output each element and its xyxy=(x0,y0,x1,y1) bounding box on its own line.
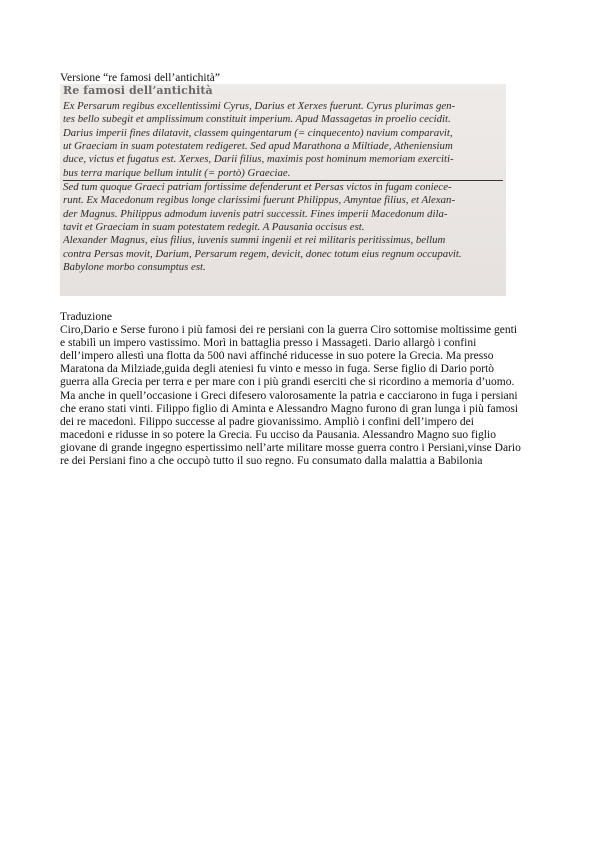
scanned-latin-text-image xyxy=(60,84,506,296)
translation-line: giovane di grande ingegno espertissimo nell’arte militare mosse guerra contro i Persiani,vinse Dario xyxy=(60,441,521,454)
scan-line: Sed tum quoque Graeci patriam fortissime defenderunt et Persas victos in fugam coniece- xyxy=(63,181,452,194)
scan-line: tes bello subegit et amplissimum constituit imperium. Apud Massagetas in proelio cecidit. xyxy=(63,113,451,126)
translation-line: guerra alla Grecia per terra e per mare con i più grandi eserciti che si ricordino a memoria d’uomo. xyxy=(60,376,515,389)
translation-line: Ciro,Dario e Serse furono i più famosi dei re persiani con la guerra Ciro sottomise moltissime genti xyxy=(60,324,518,337)
translation-line: e stabilì un impero vastissimo. Morì in battaglia presso i Massageti. Dario allargò i confini xyxy=(60,337,477,350)
scan-line: ut Graeciam in suam potestatem redigeret. Sed apud Marathona a Miltiade, Atheniensium xyxy=(63,140,453,153)
translation-line: Maratona da Milziade,guida degli ateniesi fu vinto e messo in fuga. Serse figlio di Dario portò xyxy=(60,363,495,376)
translation-line: Ma anche in quell’occasione i Greci difesero valorosamente la patria e cacciarono in fuga i persiani xyxy=(60,389,518,402)
translation-line: macedoni e ridusse in so potere la Grecia. Fu ucciso da Pausania. Alessandro Magno suo figlio xyxy=(60,428,496,441)
scan-line: Babylone morbo consumptus est. xyxy=(63,261,206,274)
document-heading: Versione “re famosi dell’antichità” xyxy=(60,72,220,84)
scan-line: contra Persas movit, Darium, Persarum regem, devicit, donec totum eius regnum occupavit. xyxy=(63,247,462,260)
scan-line: Darius imperii fines dilatavit, classem quingentarum (= cinquecento) navium comparavit, xyxy=(63,126,453,139)
scan-title: Re famosi dell’antichità xyxy=(63,84,213,97)
translation-title: Traduzione xyxy=(60,311,112,323)
scan-line: der Magnus. Philippus admodum iuvenis patri successit. Fines imperii Macedonum dila- xyxy=(63,207,448,220)
translation-line: dei re macedoni. Filippo successe al padre giovanissimo. Ampliò i confini dell’impero dei xyxy=(60,415,474,428)
translation-line: che erano stati vinti. Filippo figlio di Aminta e Alessandro Magno furono di gran lunga i più famosi xyxy=(60,402,519,415)
translation-line: re dei Persiani fino a che occupò tutto il suo regno. Fu consumato dalla malattia a Babilonia xyxy=(60,455,483,468)
scan-line: tavit et Graeciam in suam potestatem redegit. A Pausania occisus est. xyxy=(63,221,365,234)
scan-text-block xyxy=(63,100,503,274)
scan-line: Alexander Magnus, eius filius, iuvenis summi ingenii et rei militaris peritissimus, bellum xyxy=(63,234,446,247)
scan-line: runt. Ex Macedonum regibus longe clarissimi fuerunt Philippus, Amyntae filius, et Alexan- xyxy=(63,194,456,207)
scan-line-underlined: duce, victus et fugatus est. Xerxes, Darii filius, maximis post hominum memoriam exerciti- xyxy=(63,153,454,166)
scan-line: Ex Persarum regibus excellentissimi Cyrus, Darius et Xerxes fuerunt. Cyrus plurimas gen- xyxy=(63,100,456,112)
scan-line-underlined: bus terra marique bellum intulit (= portò) Graeciae. xyxy=(63,167,503,181)
translation-section xyxy=(60,311,540,468)
translation-line: dell’impero allestì una flotta da 500 navi affinché riducesse in suo potere la Grecia. Ma presso xyxy=(60,350,494,363)
